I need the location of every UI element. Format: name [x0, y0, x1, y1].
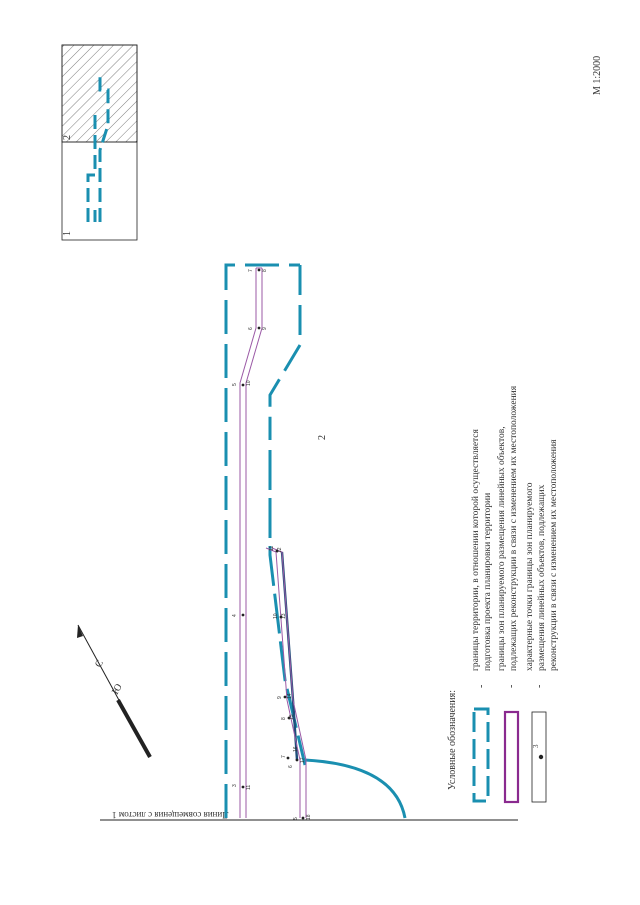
point-label: 17 [300, 757, 306, 763]
point-label: 8 [281, 717, 287, 720]
page-number: 2 [317, 435, 328, 440]
point-label: 18 [306, 814, 312, 820]
point-label: 15 [289, 714, 295, 720]
point-label: 14 [287, 693, 293, 699]
point-marker [302, 817, 305, 820]
compass-north-label: С [93, 658, 106, 670]
overview-map [62, 45, 137, 240]
point-marker [242, 614, 245, 617]
legend-item-3-line-2: размещения линейных объектов, подлежащих [537, 484, 547, 671]
legend-dash: - [534, 684, 545, 688]
point-label: 12 [277, 547, 283, 553]
point-label: 5 [232, 383, 238, 386]
legend-sample-territory [474, 709, 488, 801]
point-label: 9 [262, 327, 268, 330]
legend-title: Условные обозначения: [447, 689, 458, 791]
legend-sample-zone [505, 712, 518, 802]
point-marker [258, 327, 261, 330]
point-label: 4 [232, 614, 238, 617]
territory-boundary [226, 265, 405, 818]
overview-sheet-2-label: 2 [62, 135, 73, 140]
legend [447, 385, 559, 802]
legend-point-number: 3 [532, 744, 540, 748]
north-arrow [77, 625, 150, 757]
legend-item-2-line-1: границы зон планируемого размещения линейных объектов, [497, 426, 507, 671]
point-label: 3 [232, 784, 238, 787]
point-label: 10 [246, 380, 252, 386]
point-label: 9 [277, 696, 283, 699]
point-label: 16 [293, 746, 299, 752]
point-label: 6 [248, 327, 254, 330]
point-label: 13 [281, 613, 287, 619]
scale-label: М 1:2000 [592, 55, 603, 95]
legend-item-3-line-1: характерные точки границы зон планируемого [525, 482, 535, 671]
compass-south-label: Ю [110, 682, 125, 697]
point-marker [242, 786, 245, 789]
point-label: 11 [269, 545, 275, 551]
legend-item-1-line-2: подготовка проекта планировки территории [483, 492, 493, 671]
legend-point-marker [539, 755, 543, 759]
legend-item-1-line-1: границы территории, в отношении которой осуществляется [471, 429, 481, 671]
point-label: 7 [248, 269, 254, 272]
point-label: 7 [281, 755, 287, 758]
point-marker [284, 696, 287, 699]
overview-sheet-2-hatched [62, 45, 137, 142]
junction-label: Линия совмещения с листом 1 [112, 810, 229, 820]
point-label: 11 [246, 784, 252, 790]
point-label: 5 [293, 817, 299, 820]
legend-item-3-line-3: реконструкции в связи с изменением их местоположения [549, 439, 559, 671]
point-marker [287, 757, 290, 760]
point-label: 10 [273, 613, 279, 619]
point-marker [258, 269, 261, 272]
legend-dash: - [506, 684, 517, 688]
legend-item-2-line-2: подлежащих реконструкции в связи с изменением их местоположения [509, 385, 519, 671]
point-marker [242, 384, 245, 387]
overview-sheet-1-label: 1 [62, 231, 73, 236]
legend-dash: - [476, 684, 487, 688]
point-label: 6 [288, 765, 294, 768]
point-marker [296, 759, 299, 762]
point-label: 8 [262, 269, 268, 272]
